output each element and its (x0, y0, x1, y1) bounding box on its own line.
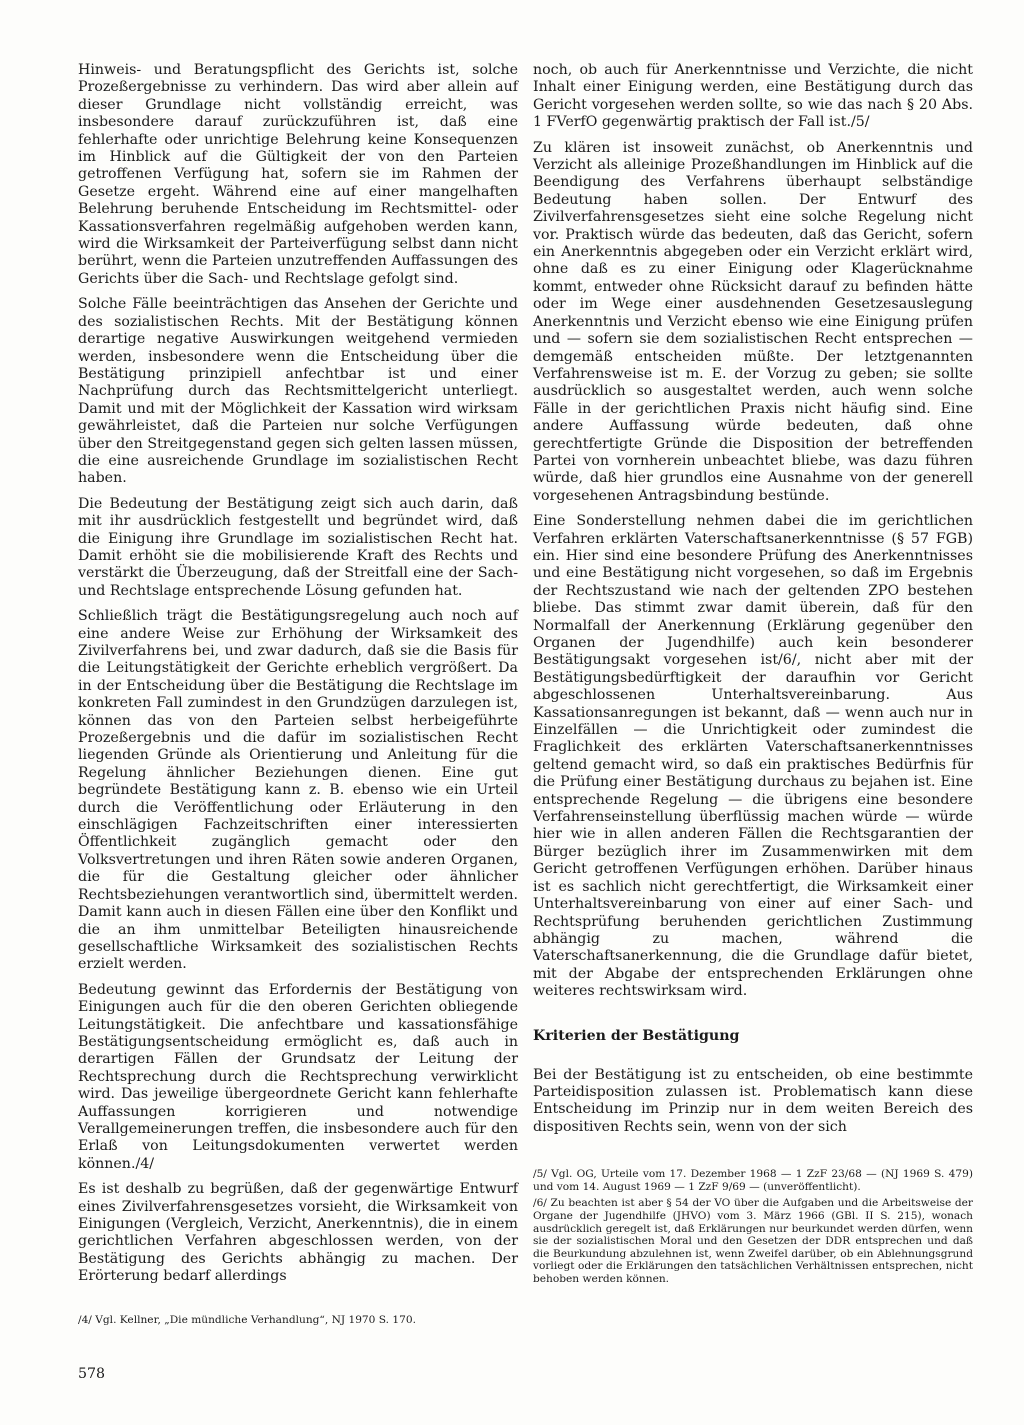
left-column (78, 62, 518, 1382)
paragraph: Solche Fälle beeinträchtigen das Ansehen der Gerichte und des sozialistischen Rechts. Mit der Bestätigung können derartige negative Auswirkungen weitgehend vermieden werden, insbesondere wenn die Entscheidung über die Bestätigung prinzipiell anfechtbar ist und einer Nachprüfung durch das Rechtsmittelgericht unterliegt. Damit und mit der Möglichkeit der Kassation wird wirksam gewährleistet, daß die Parteien nur solche Verfügungen über den Streitgegenstand gegen sich gelten lassen müssen, die eine ausreichende Grundlage im sozialistischen Recht haben. (78, 296, 518, 487)
paragraph: Bei der Bestätigung ist zu entscheiden, ob eine bestimmte Parteidisposition zulassen ist. Problematisch kann diese Entscheidung im Prinzip nur in dem weiten Bereich des dispositiven Rechts sein, wenn von der sich (533, 1066, 973, 1135)
paragraph: noch, ob auch für Anerkenntnisse und Verzichte, die nicht Inhalt einer Einigung werden, eine Bestätigung durch das Gericht vorgesehen werden sollte, so wie das nach § 20 Abs. 1 FVerfO gegenwärtig praktisch der Fall ist./5/ (533, 62, 973, 131)
footnote-5: /5/ Vgl. OG, Urteile vom 17. Dezember 1968 — 1 ZzF 23/68 — (NJ 1969 S. 479) und vom 14. August 1969 — 1 ZzF 9/69 — (unveröffentlicht). (533, 1168, 973, 1193)
right-column (533, 62, 973, 1290)
paragraph: Eine Sonderstellung nehmen dabei die im gerichtlichen Verfahren erklärten Vaterschaftsanerkenntnisse (§ 57 FGB) ein. Hier sind eine besondere Prüfung des Anerkenntnisses und eine Bestätigung nicht vorgesehen, so daß im Ergebnis der Rechtszustand wie nach der geltenden ZPO bestehen bliebe. Das stimmt zwar damit überein, daß für den Normalfall der Anerkennung (Erklärung gegenüber den Organen der Jugendhilfe) auch kein besonderer Bestätigungsakt vorgesehen ist/6/, nicht aber mit der Bestätigungsbedürftigkeit der daraufhin vor Gericht abgeschlossenen Unterhaltsvereinbarung. Aus Kassationsanregungen ist bekannt, daß — wenn auch nur in Einzelfällen — die Unrichtigkeit oder zumindest die Fraglichkeit des erklärten Vaterschaftsanerkenntnisses geltend gemacht wird, so daß ein praktisches Bedürfnis für die Prüfung einer Bestätigung durchaus zu bejahen ist. Eine entsprechende Regelung — die übrigens eine besondere Verfahrenseinstellung überflüssig machen würde — würde hier wie in allen anderen Fällen die Rechtsgarantien der Bürger bezüglich ihrer im Zusammenwirken mit dem Gericht getroffenen Verfügungen erhöhen. Darüber hinaus ist es sachlich nicht gerechtfertigt, die Wirksamkeit einer Unterhaltsvereinbarung von einer auf einer Sach- und Rechtsprüfung beruhenden gerichtlichen Zustimmung abhängig zu machen, während die Vaterschaftsanerkennung, die die Grundlage dafür bietet, mit der Abgabe der entsprechenden Erklärungen ohne weiteres rechtswirksam wird. (533, 513, 973, 1000)
paragraph: Die Bedeutung der Bestätigung zeigt sich auch darin, daß mit ihr ausdrücklich festgestellt und begründet wird, daß die Einigung ihre Grundlage im sozialistischen Recht hat. Damit erhöht sie die mobilisierende Kraft des Rechts und verstärkt die Überzeugung, daß der Streitfall eine der Sach- und Rechtslage entsprechende Lösung gefunden hat. (78, 495, 518, 599)
section-heading: Kriterien der Bestätigung (533, 1027, 740, 1044)
paragraph: Bedeutung gewinnt das Erfordernis der Bestätigung von Einigungen auch für die den oberen Gerichten obliegende Leitungstätigkeit. Die anfechtbare und kassationsfähige Bestätigungsentscheidung ermöglicht es, daß auch in derartigen Fällen der Grundsatz der Leitung der Rechtsprechung durch die Rechtsprechung verwirklicht wird. Das jeweilige übergeordnete Gericht kann fehlerhafte Auffassungen korrigieren und notwendige Verallgemeinerungen treffen, die insbesondere auch für den Erlaß von Leitungsdokumenten verwertet werden können./4/ (78, 981, 518, 1172)
paragraph: Es ist deshalb zu begrüßen, daß der gegenwärtige Entwurf eines Zivilverfahrensgesetzes vorsieht, die Wirksamkeit von Einigungen (Vergleich, Verzicht, Anerkenntnis), die in einem gerichtlichen Verfahren abgeschlossen werden, von der Bestätigung des Gerichts abhängig zu machen. Der Erörterung bedarf allerdings (78, 1181, 518, 1285)
paragraph: Schließlich trägt die Bestätigungsregelung auch noch auf eine andere Weise zur Erhöhung der Wirksamkeit des Zivilverfahrens bei, und zwar dadurch, daß sie die Basis für die Leitungstätigkeit der Gerichte erheblich vergrößert. Da in der Entscheidung über die Bestätigung die Rechtslage im konkreten Fall zumindest in den Grundzügen darzulegen ist, können das von den Parteien selbst herbeigeführte Prozeßergebnis und die dafür im sozialistischen Recht liegenden Gründe als Orientierung und Anleitung für die Regelung ähnlicher Beziehungen dienen. Eine gut begründete Bestätigung kann z. B. ebenso wie ein Urteil durch die Veröffentlichung oder Erläuterung in den einschlägigen Fachzeitschriften einer interessierten Öffentlichkeit zugänglich gemacht oder den Volksvertretungen und ihren Räten sowie anderen Organen, die für die Gestaltung gleicher oder ähnlicher Rechtsbeziehungen verantwortlich sind, übermittelt werden. Damit kann auch in diesen Fällen eine über den Konflikt und die an ihm unmittelbar Beteiligten hinausreichende gesellschaftliche Wirksamkeit des sozialistischen Rechts erzielt werden. (78, 608, 518, 973)
paragraph: Hinweis- und Beratungspflicht des Gerichts ist, solche Prozeßergebnisse zu verhindern. Das wird aber allein auf dieser Grundlage nicht vollständig erreicht, was insbesondere darauf zurückzuführen ist, daß eine fehlerhafte oder unrichtige Belehrung keine Konsequenzen im Hinblick auf die Gültigkeit der von den Parteien getroffenen Verfügung hat, sofern sie im Rahmen der Gesetze ergeht. Während eine auf einer mangelhaften Belehrung beruhende Entscheidung im Rechtsmittel- oder Kassationsverfahren regelmäßig aufgehoben werden kann, wird die Wirksamkeit der Parteiverfügung selbst dann nicht berührt, wenn die Parteien unzutreffenden Auffassungen des Gerichts über die Sach- und Rechtslage gefolgt sind. (78, 62, 518, 287)
footnote-6: /6/ Zu beachten ist aber § 54 der VO über die Aufgaben und die Arbeitsweise der Organe der Jugendhilfe (JHVO) vom 3. März 1966 (GBl. II S. 215), wonach ausdrücklich geregelt ist, daß Erklärungen nur beurkundet werden dürfen, wenn sie der sozialistischen Moral und den Gesetzen der DDR entsprechen und daß die Beurkundung abzulehnen ist, wenn Zweifel darüber, ob ein Ablehnungsgrund vorliegt oder die Erklärungen den tatsächlichen Verhältnissen entsprechen, nicht behoben werden können. (533, 1197, 973, 1285)
footnote-4: /4/ Vgl. Kellner, „Die mündliche Verhandlung“, NJ 1970 S. 170. (78, 1313, 416, 1326)
paragraph: Zu klären ist insoweit zunächst, ob Anerkenntnis und Verzicht als alleinige Prozeßhandlungen im Hinblick auf die Beendigung des Verfahrens überhaupt selbständige Bedeutung haben sollen. Der Entwurf des Zivilverfahrensgesetzes sieht eine solche Regelung nicht vor. Praktisch würde das bedeuten, daß das Gericht, sofern ein Anerkenntnis abgegeben oder ein Verzicht erklärt wird, ohne daß es zu einer Einigung oder Klagerücknahme kommt, entweder ohne Rücksicht darauf zu befinden hätte oder im Wege einer ausdehnenden Gesetzesauslegung Anerkenntnis und Verzicht ebenso wie eine Einigung prüfen und — sofern sie dem sozialistischen Recht entsprechen — demgemäß entscheiden müßte. Der letztgenannten Verfahrensweise ist m. E. der Vorzug zu geben; sie sollte ausdrücklich so ausgestaltet werden, auch wenn solche Fälle in der gerichtlichen Praxis nicht häufig sind. Eine andere Auffassung würde bedeuten, daß ohne gerechtfertigte Gründe die Disposition der betreffenden Partei von vornherein unbeachtet bliebe, was dazu führen würde, daß hier grundlos eine Ausnahme von der generell vorgesehenen Antragsbindung bestünde. (533, 139, 973, 504)
page-number: 578 (78, 1366, 106, 1383)
